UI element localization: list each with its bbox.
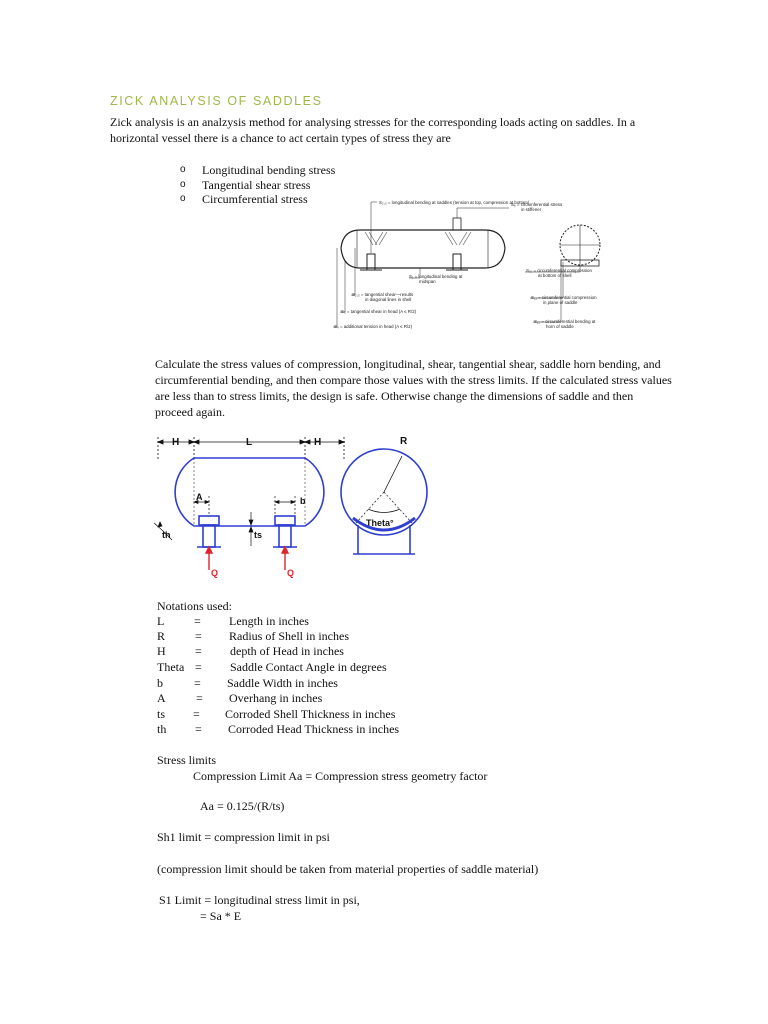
callout-circ-plane-2: in plane of saddle <box>543 300 578 305</box>
notation-equals: = <box>195 660 202 674</box>
notation-desc: Corroded Shell Thickness in inches <box>225 707 396 721</box>
intro-line-2: horizontal vessel there is a chance to act certain types of stress they are <box>110 131 451 145</box>
dim-label-r: R <box>400 436 408 447</box>
s1-limit-line: S1 Limit = longitudinal stress limit in psi, <box>159 893 360 907</box>
notation-equals: = <box>194 676 201 690</box>
notation-desc: Length in inches <box>229 614 309 628</box>
dim-label-ts: ts <box>254 530 263 540</box>
notation-symbol: th <box>157 722 167 736</box>
notation-equals: = <box>196 691 203 705</box>
notation-desc: Corroded Head Thickness in inches <box>228 722 400 736</box>
notation-symbol: A <box>157 691 166 705</box>
dim-label-a: A <box>196 492 203 502</box>
load-arrows <box>206 547 288 570</box>
dim-label-b: b <box>300 496 306 506</box>
list-item: Longitudinal bending stress <box>202 163 336 177</box>
callout-long-mid-2: midspan <box>419 279 436 284</box>
callout-long-saddle: S₂,₃ = longitudinal bending at saddles (tension at top, compression at bottom) <box>379 200 530 205</box>
notation-symbol: R <box>157 629 166 643</box>
callout-circ-bottom: S₁₀ = circumferential compression <box>526 268 592 273</box>
dim-label-th: th <box>162 530 171 540</box>
callout-long-mid: S₁ = longitudinal bending at <box>409 274 463 279</box>
saddle-left <box>197 516 221 547</box>
stress-limits-title: Stress limits <box>157 753 217 767</box>
notations-title: Notations used: <box>157 599 232 613</box>
saddle-right <box>273 516 297 547</box>
callout-tan-shear-2: in diagonal lines in shell <box>365 297 412 302</box>
sh1-limit-line: Sh1 limit = compression limit in psi <box>157 830 330 844</box>
callout-tan-shear: S₂,₃ = tangential shear—results <box>352 292 414 297</box>
list-item: Circumferential stress <box>202 192 308 206</box>
notation-symbol: b <box>157 676 163 690</box>
notation-desc: depth of Head in inches <box>230 644 344 658</box>
notation-symbol: Theta <box>157 660 185 674</box>
notation-symbol: ts <box>157 707 166 721</box>
callout-circ-bottom-2: at bottom of shell <box>538 273 572 278</box>
callout-circ-stiffener: S₆ = circumferential stress <box>511 202 563 207</box>
intro-line-1: Zick analysis is an analzysis method for analysing stresses for the corresponding loads acting on saddles. In a <box>110 115 636 129</box>
notation-symbol: L <box>157 614 165 628</box>
notation-equals: = <box>193 707 200 721</box>
saddle-dimension-figure <box>150 430 430 582</box>
load-label-q-left: Q <box>211 568 219 578</box>
notation-equals: = <box>195 644 202 658</box>
bullet-icon: o <box>180 164 186 175</box>
stress-locations-figure <box>325 190 625 340</box>
dim-label-h-right: H <box>314 437 322 448</box>
stress-hatching <box>365 232 471 245</box>
notation-symbol: H <box>157 644 166 658</box>
notation-equals: = <box>194 614 201 628</box>
notation-desc: Overhang in inches <box>229 691 323 705</box>
dim-label-l: L <box>246 437 253 448</box>
notation-equals: = <box>195 722 202 736</box>
callout-tan-head: S₃ = tangential shear in head (A ≤ R/2) <box>341 309 417 314</box>
callout-circ-stiffener-2: in stiffener <box>521 207 542 212</box>
load-label-q-right: Q <box>287 568 295 578</box>
dim-label-theta: Theta° <box>366 518 394 528</box>
notation-desc: Radius of Shell in inches <box>229 629 349 643</box>
calc-line-4: proceed again. <box>155 405 225 419</box>
notation-desc: Saddle Width in inches <box>227 676 338 690</box>
notation-equals: = <box>195 629 202 643</box>
compression-note: (compression limit should be taken from material properties of saddle material) <box>157 862 539 876</box>
aa-formula: Aa = 0.125/(R/ts) <box>200 799 285 813</box>
section-title: ZICK ANALYSIS OF SADDLES <box>110 94 323 108</box>
vessel-outline <box>341 230 505 268</box>
callout-circ-horn: S₁₂ = circumferential bending at <box>534 319 596 324</box>
bullet-icon: o <box>180 179 186 190</box>
compression-limit-line: Compression Limit Aa = Compression stress geometry factor <box>193 769 488 783</box>
calc-line-1: Calculate the stress values of compression, longitudinal, shear, tangential shear, saddle horn bending, and <box>155 357 661 371</box>
callout-add-head: S₄ = additional tension in head (A ≤ R/2) <box>334 324 413 329</box>
bullet-icon: o <box>180 193 186 204</box>
callout-circ-plane: S₁₁ = circumferential compression <box>531 295 597 300</box>
s1-formula: = Sa * E <box>200 909 242 923</box>
notation-desc: Saddle Contact Angle in degrees <box>230 660 387 674</box>
calc-line-3: are less than to stress limits, the design is safe. Otherwise change the dimensions of saddle and then <box>155 389 634 403</box>
callout-circ-horn-2: horn of saddle <box>546 324 574 329</box>
calc-line-2: circumferential bending, and then compare those values with the stress limits. If the calculated stress values <box>155 373 672 387</box>
dim-label-h-left: H <box>172 437 180 448</box>
list-item: Tangential shear stress <box>202 178 311 192</box>
